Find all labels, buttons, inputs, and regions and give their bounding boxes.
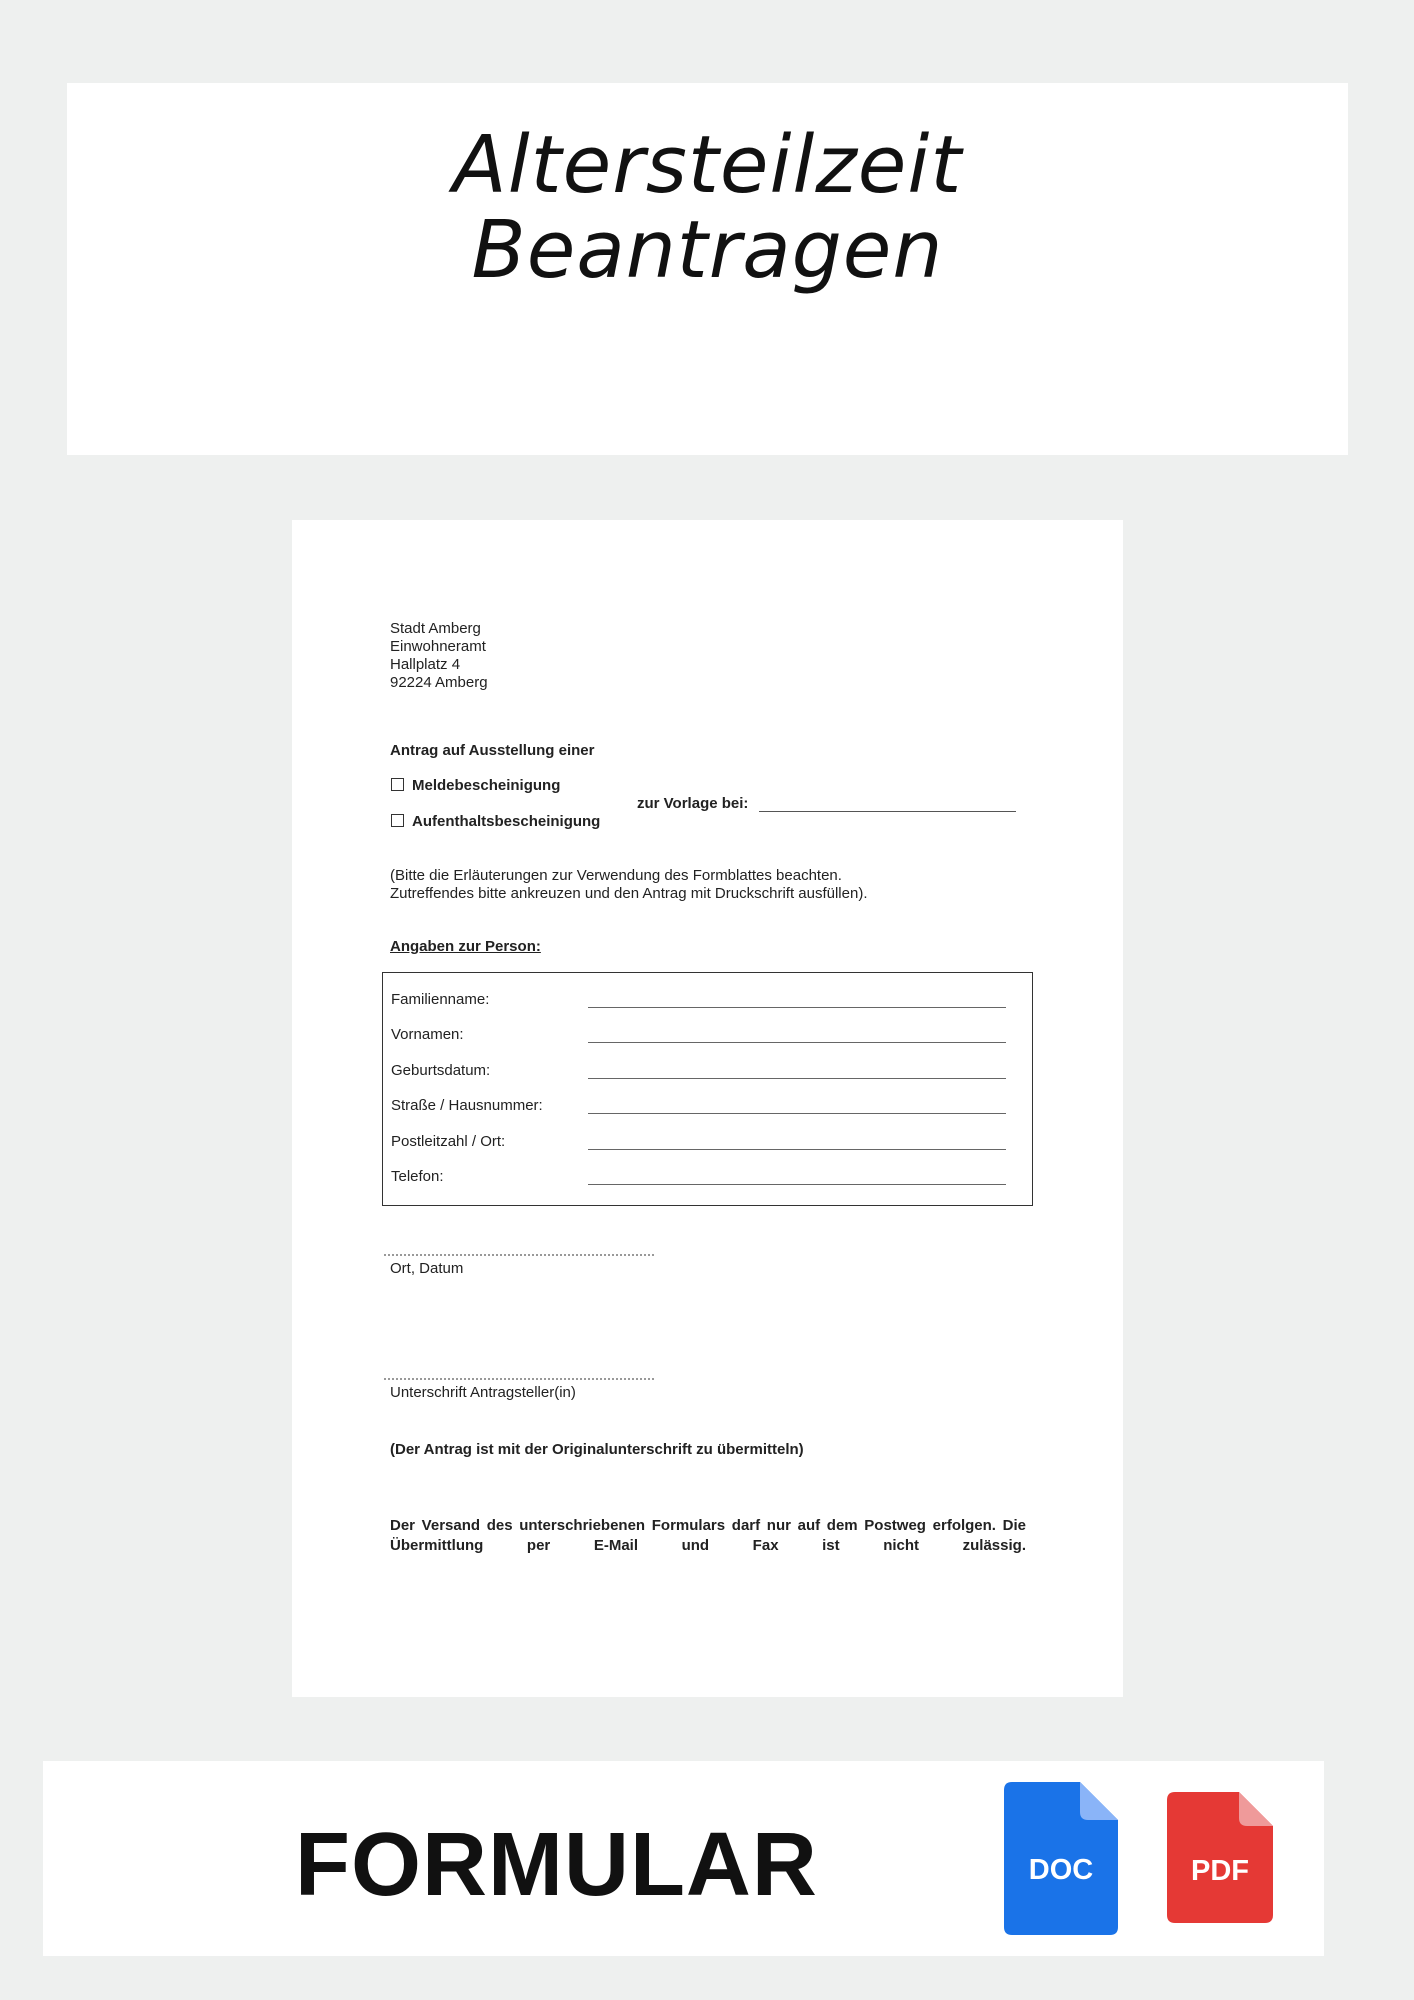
address-line: Einwohneramt — [390, 638, 486, 655]
shipping-note: Der Versand des unterschriebenen Formulars darf nur auf dem Postweg erfolgen. Die Übermittlung per E-Mail und Fax ist nicht zulässig. — [390, 1517, 1026, 1554]
title-line-2: Beantragen — [471, 204, 944, 296]
field-line-vornamen[interactable] — [588, 1042, 1006, 1043]
person-fields-box — [382, 972, 1033, 1206]
field-line-geburtsdatum[interactable] — [588, 1078, 1006, 1079]
address-line: Stadt Amberg — [390, 620, 481, 637]
field-line-plz-ort[interactable] — [588, 1149, 1006, 1150]
field-label: Postleitzahl / Ort: — [391, 1133, 506, 1150]
footer-bar — [43, 1761, 1324, 1956]
signature-label: Unterschrift Antragsteller(in) — [390, 1384, 576, 1401]
address-line: 92224 Amberg — [390, 674, 488, 691]
submission-label: zur Vorlage bei: — [637, 795, 749, 812]
field-label: Straße / Hausnummer: — [391, 1097, 543, 1114]
pdf-icon[interactable] — [1167, 1792, 1273, 1923]
field-line-strasse[interactable] — [588, 1113, 1006, 1114]
option-meldebescheinigung-label: Meldebescheinigung — [412, 777, 561, 794]
field-line-familienname[interactable] — [588, 1007, 1006, 1008]
place-date-line[interactable] — [384, 1254, 654, 1256]
note-line-2: Zutreffendes bitte ankreuzen und den Antrag mit Druckschrift ausfüllen). — [390, 885, 868, 902]
doc-icon[interactable] — [1004, 1782, 1118, 1935]
title-line-1: Altersteilzeit — [452, 119, 963, 211]
place-date-label: Ort, Datum — [390, 1260, 464, 1277]
signature-line[interactable] — [384, 1378, 654, 1380]
field-label: Telefon: — [391, 1168, 444, 1185]
page-title — [67, 119, 1348, 296]
field-line-telefon[interactable] — [588, 1184, 1006, 1185]
submission-line — [759, 811, 1016, 812]
field-label: Geburtsdatum: — [391, 1062, 491, 1079]
footer-label: FORMULAR — [295, 1815, 818, 1915]
recipient-address — [390, 620, 488, 692]
title-card — [67, 83, 1348, 455]
original-signature-note: (Der Antrag ist mit der Originalunterschrift zu übermitteln) — [390, 1441, 804, 1458]
option-aufenthaltsbescheinigung-label: Aufenthaltsbescheinigung — [412, 813, 601, 830]
field-label: Vornamen: — [391, 1026, 464, 1043]
checkbox-aufenthaltsbescheinigung[interactable] — [391, 814, 404, 827]
form-preview — [292, 520, 1123, 1697]
field-label: Familienname: — [391, 991, 490, 1008]
pdf-icon-label: PDF — [1191, 1855, 1249, 1887]
doc-icon-label: DOC — [1028, 1854, 1094, 1886]
note-line-1: (Bitte die Erläuterungen zur Verwendung des Formblattes beachten. — [390, 867, 842, 884]
application-heading: Antrag auf Ausstellung einer — [390, 742, 595, 759]
person-heading: Angaben zur Person: — [390, 938, 541, 955]
address-line: Hallplatz 4 — [390, 656, 461, 673]
checkbox-meldebescheinigung[interactable] — [391, 778, 404, 791]
